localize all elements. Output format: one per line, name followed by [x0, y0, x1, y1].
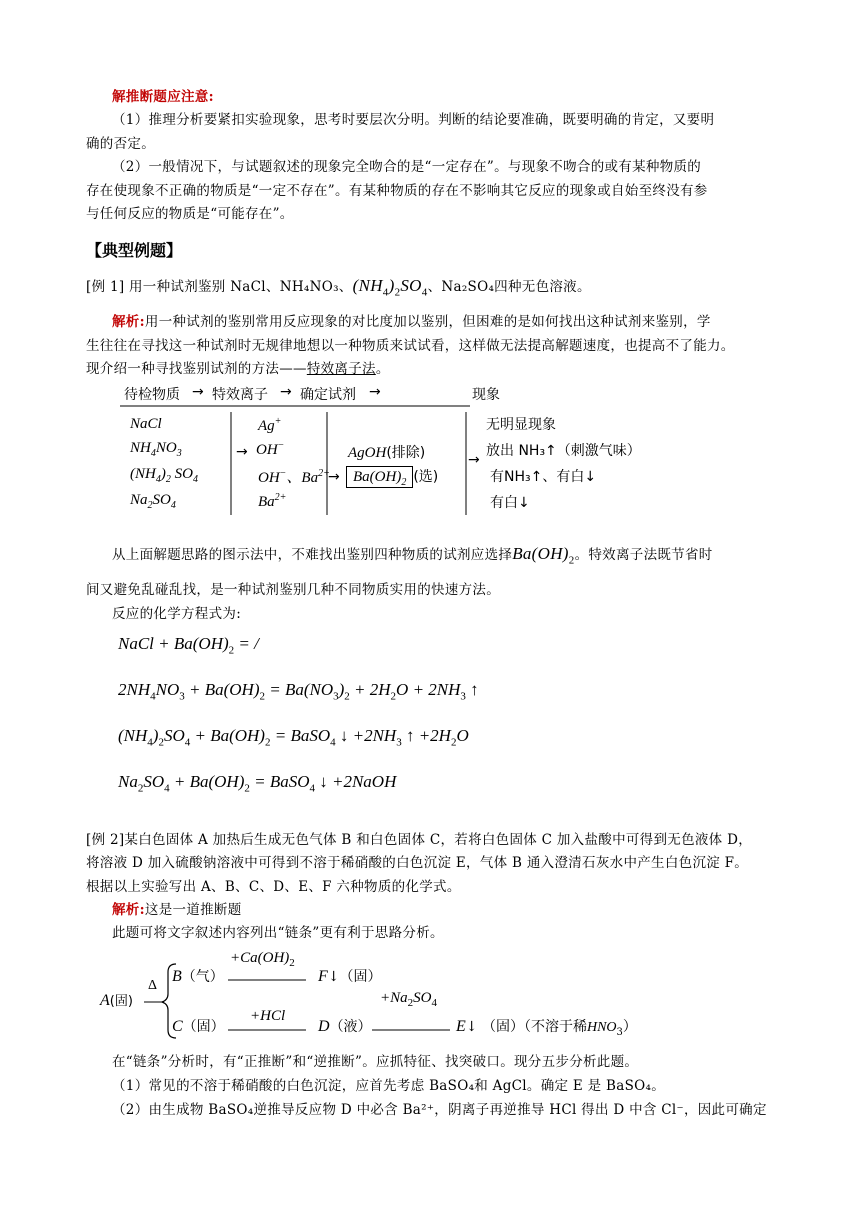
delta-icon: Δ [148, 978, 158, 993]
header-ion: 特效离子 [212, 387, 268, 403]
ion-ba: $Ba^{2+}$ [258, 492, 287, 510]
example1-analysis-line-2: 生往往在寻找这一种试剂时无规律地想以一种物质来试试看，这样做无法提高解题速度，也提高不了能力。 [86, 338, 735, 354]
header-substance: 待检物质 [124, 387, 180, 403]
section-title: 【典型例题】 [86, 241, 183, 260]
example2-line-1: [例 2]某白色固体 A 加热后生成无色气体 B 和白色固体 C，若将白色固体 C 加入盐酸中可得到无色液体 D， [86, 832, 752, 848]
conclusion-text-a: 从上面解题思路的图示法中，不难找出鉴别四种物质的试剂应选择 [112, 547, 513, 563]
example1-question [86, 274, 591, 304]
ion-oh: OH− [256, 440, 285, 458]
step-2: （2）由生成物 BaSO₄逆推导反应物 D 中必含 Ba²⁺，阴离子再逆推导 HCl 得出 D 中含 Cl⁻，因此可确定 [112, 1102, 767, 1118]
chain-a: A(固) [100, 992, 133, 1009]
substance-nh4no3: $NH_4NO_3$ [130, 440, 182, 459]
arrow-icon: → [369, 384, 381, 400]
example1-question-prefix: [例 1] 用一种试剂鉴别 NaCl、NH₄NO₃、 [86, 279, 353, 295]
example1-analysis-line-1 [112, 310, 711, 334]
arrow-icon: → [328, 469, 340, 485]
phenomenon-1: 无明显现象 [486, 417, 556, 433]
notes-heading: 解推断题应注意: [112, 89, 214, 105]
reagent-caoh2: $+Ca(OH)_2$ [230, 950, 295, 969]
selected-note: (选) [413, 469, 439, 485]
chain-d: D（液） [318, 1018, 372, 1035]
chain-c: C（固） [172, 1018, 225, 1035]
analysis-text: 用一种试剂的鉴别常用反应现象的对比度加以鉴别，但困难的是如何找出这种试剂来鉴别，学 [144, 314, 711, 330]
analysis-text-a: 现介绍一种寻找鉴别试剂的方法—— [86, 361, 307, 377]
substance-nacl: NaCl [130, 416, 162, 432]
note-2-line-3: 与任何反应的物质是“可能存在”。 [86, 206, 294, 222]
ion-method-diagram [100, 382, 720, 522]
chain-b: B（气） [172, 968, 224, 985]
note-2-line-2: 存在使现象不正确的物质是“一定不存在”。有某种物质的存在不影响其它反应的现象或自始至终没有参 [86, 183, 708, 199]
phenomenon-2: 放出 NH₃↑（刺激气味） [486, 443, 641, 459]
reagent-hcl: +HCl [250, 1008, 286, 1024]
reagent-selected: $Ba(OH)_2$ (选) [346, 466, 438, 488]
arrow-icon: → [236, 444, 248, 460]
note-2-line-1: （2）一般情况下，与试题叙述的现象完全吻合的是“一定存在”。与现象不吻合的或有某种物质的 [112, 159, 702, 175]
conclusion-line-2: 间又避免乱碰乱找，是一种试剂鉴别几种不同物质实用的快速方法。 [86, 582, 500, 598]
header-phenomenon: 现象 [472, 387, 500, 403]
phenomenon-4: 有白↓ [490, 495, 530, 511]
equations-label: 反应的化学方程式为: [112, 606, 242, 622]
analysis-label: 解析: [112, 314, 145, 330]
arrow-icon: → [468, 452, 480, 468]
example2-line-2: 将溶液 D 加入硫酸钠溶液中可得到不溶于稀硝酸的白色沉淀 E，气体 B 通入澄清石灰水中产生白色沉淀 F。 [86, 855, 749, 871]
reaction-chain-diagram [100, 950, 720, 1042]
conclusion-line-1 [112, 542, 713, 572]
conclusion-formula: $Ba(OH)_2$ [512, 544, 575, 567]
conclusion-text-b: 。特效离子法既节省时 [574, 547, 713, 563]
analysis-label: 解析: [112, 902, 145, 918]
chain-intro: 此题可将文字叙述内容列出“链条”更有利于思路分析。 [112, 925, 444, 941]
ion-oh-ba: OH−、$Ba^{2+}$ [258, 468, 330, 486]
example2-line-3: 根据以上实验写出 A、B、C、D、E、F 六种物质的化学式。 [86, 879, 461, 895]
equation-4: $Na_2SO_4 + Ba(OH)_2$ = BaSO$_4$ ↓ +2NaOH [118, 772, 397, 795]
arrow-icon: → [280, 384, 292, 400]
arrow-icon: → [192, 384, 204, 400]
example1-analysis-line-3 [86, 357, 390, 381]
header-reagent: 确定试剂 [300, 387, 356, 403]
example2-analysis [112, 898, 242, 922]
ion-ag: Ag+ [258, 416, 282, 434]
chain-f: F↓（固） [318, 968, 382, 985]
reagent-na2so4: $+Na_2SO_4$ [380, 990, 437, 1009]
substance-na2so4: $Na_2SO_4$ [130, 492, 176, 511]
special-ion-method: 特效离子法 [306, 361, 376, 377]
equation-1: NaCl + $Ba(OH)_2$ = / [118, 634, 259, 657]
example1-question-formula: $(NH_4)_2SO_4$ [352, 276, 428, 299]
equation-3: $(NH_4)_2SO_4 + Ba(OH)_2$ = BaSO$_4$ ↓ $+2NH_3$ ↑ $+2H_2O$ [118, 726, 469, 749]
analysis-text: 这是一道推断题 [144, 902, 242, 918]
analysis-text-c: 。 [375, 361, 390, 377]
note-1-line-1: （1）推理分析要紧扣实验现象，思考时要层次分明。判断的结论要准确，既要明确的肯定，又要明 [112, 112, 715, 128]
substance-nh42so4: $(NH_4)_2$ $SO_4$ [130, 466, 198, 485]
equation-2: $2NH_4NO_3 + Ba(OH)_2 = Ba(NO_3)_2 + 2H_2O + 2NH_3$ ↑ [118, 680, 479, 703]
note-1-line-2: 确的否定。 [86, 136, 155, 152]
step-1: （1）常见的不溶于稀硝酸的白色沉淀，应首先考虑 BaSO₄和 AgCl。确定 E 是 BaSO₄。 [112, 1078, 666, 1094]
phenomenon-3: 有NH₃↑、有白↓ [490, 469, 597, 485]
reagent-excluded: AgOH(排除) [348, 445, 426, 461]
chain-e: E↓ （固）（不溶于稀$HNO_3$） [456, 1018, 637, 1038]
after-chain: 在“链条”分析时，有“正推断”和“逆推断”。应抓特征、找突破口。现分五步分析此题。 [112, 1054, 639, 1070]
example1-question-suffix: 、Na₂SO₄四种无色溶液。 [427, 279, 591, 295]
